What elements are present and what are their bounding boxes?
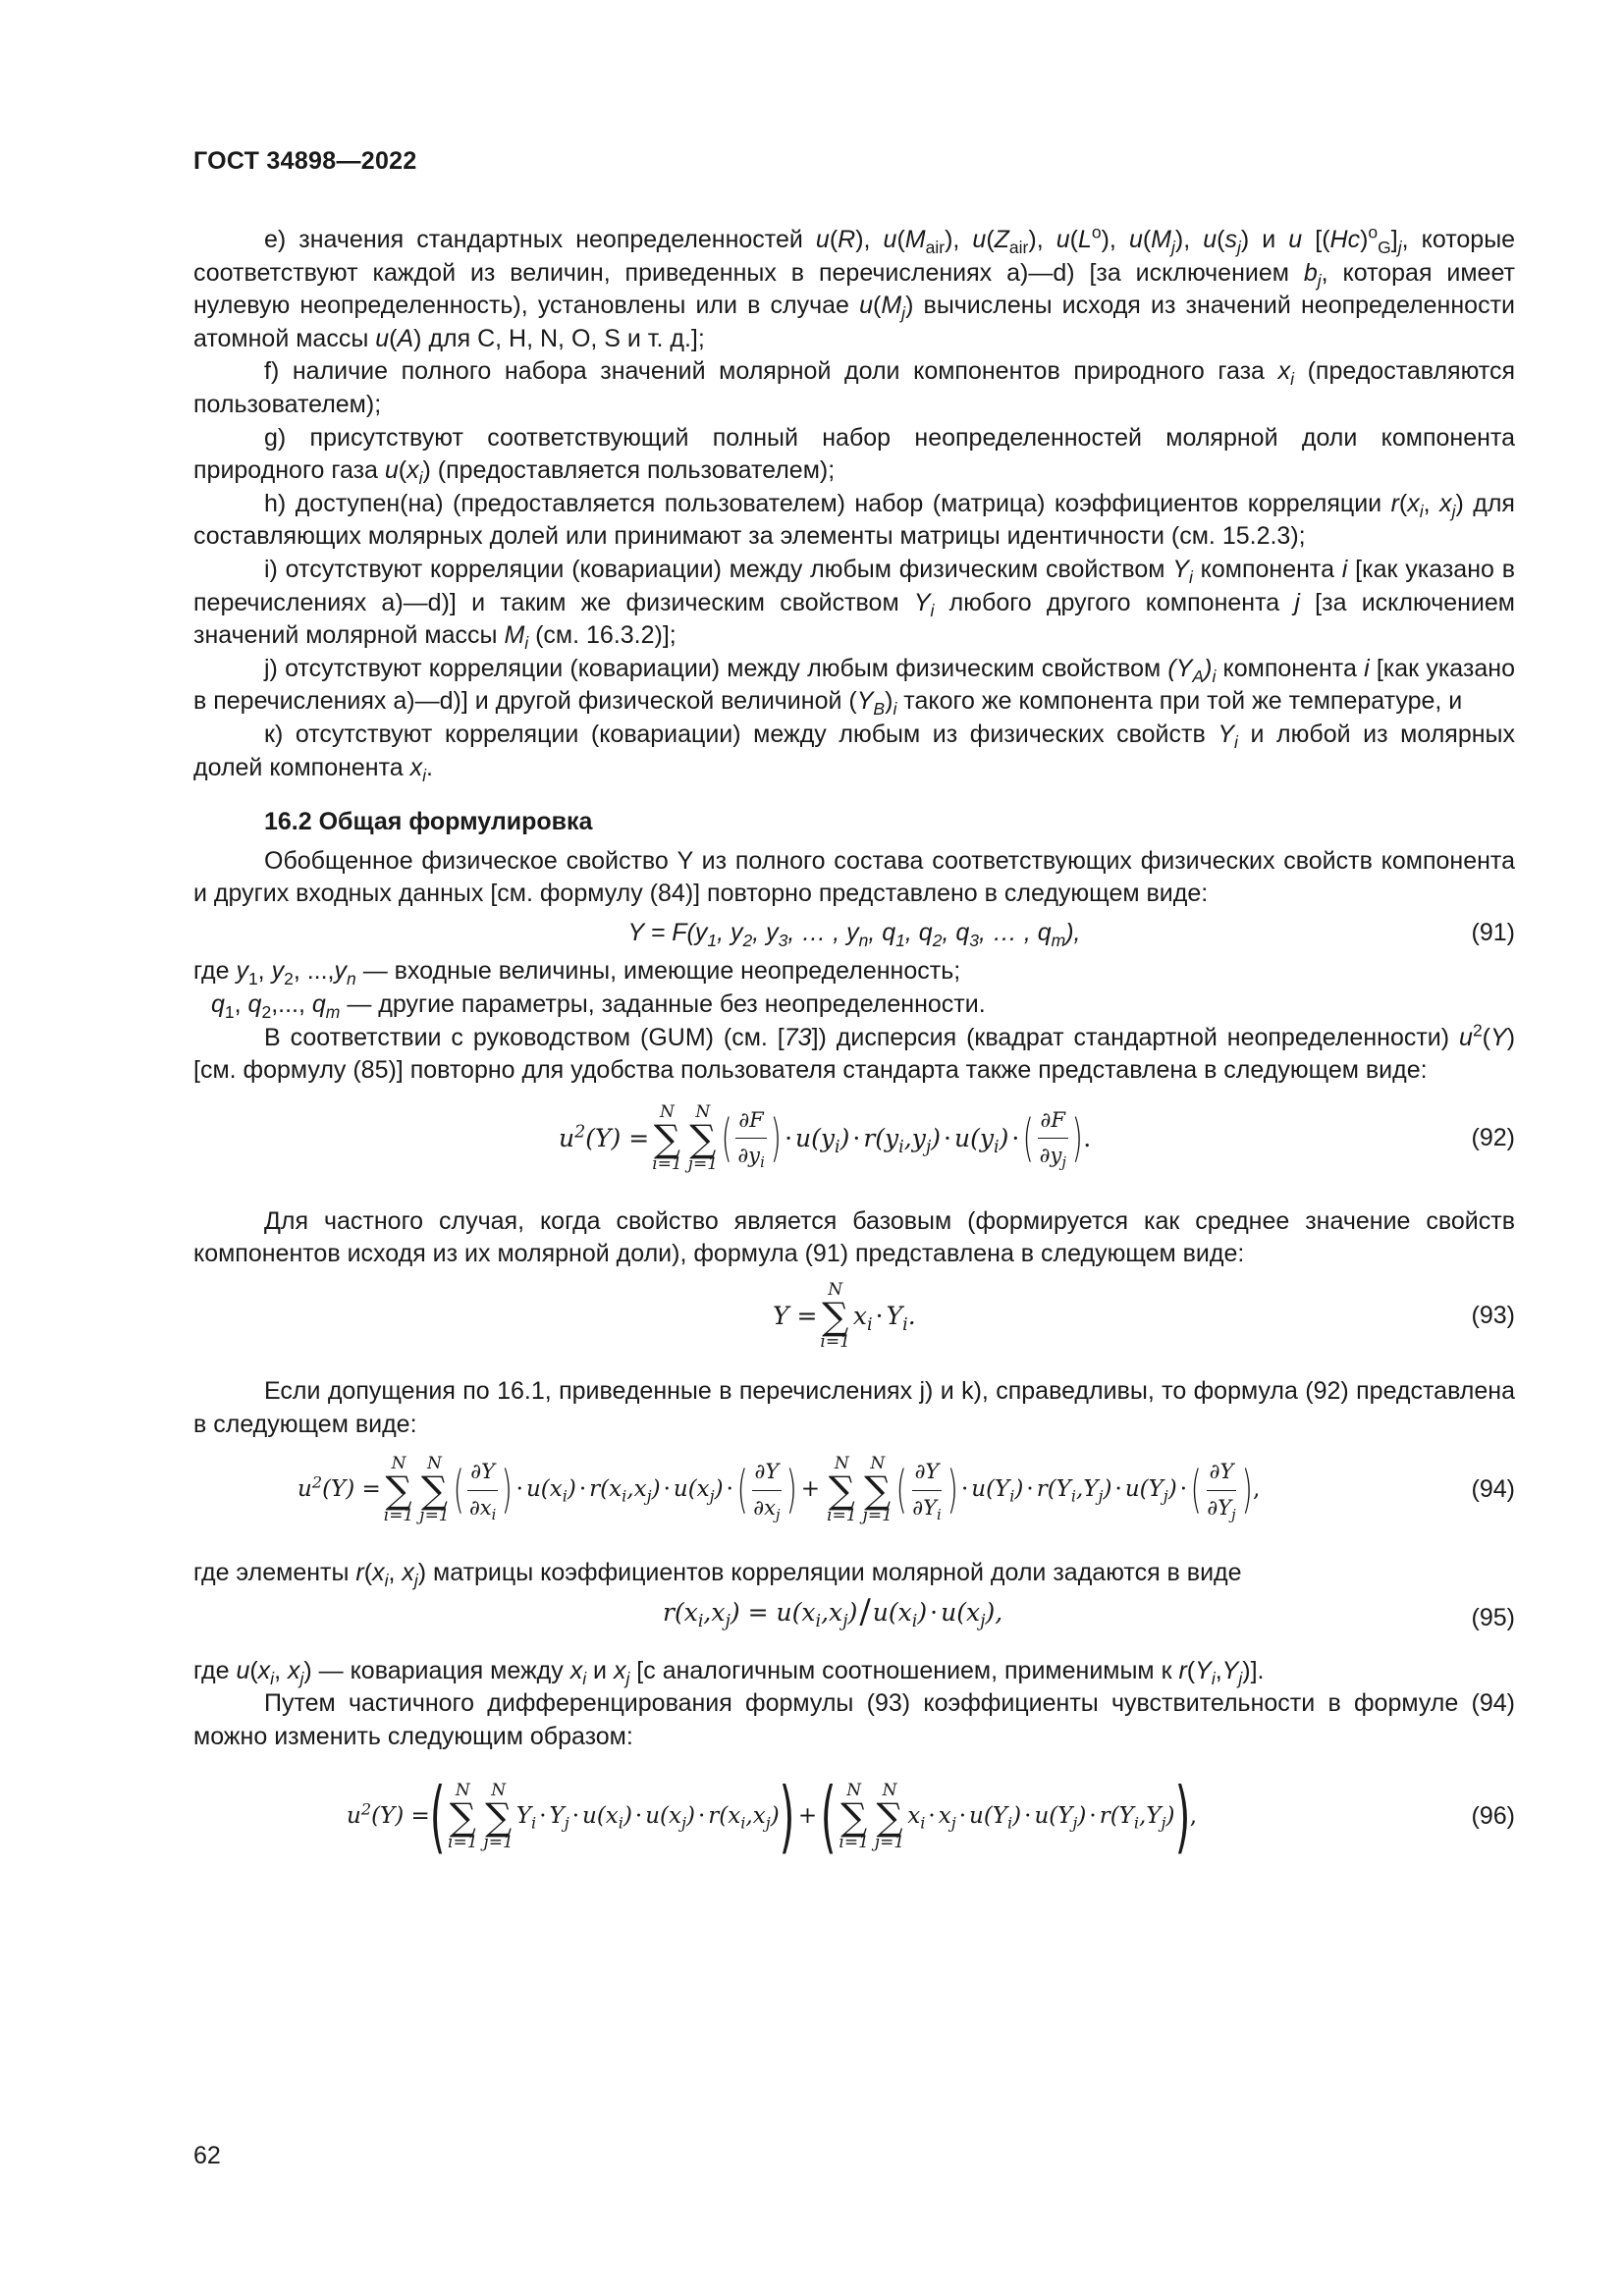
gum-paragraph: В соответствии с руководством (GUM) (см. [73]) дисперсия (квадрат стандартной неопределенности) $u^2(Y)$ [см. формулу (85)] повторно для удобства пользователя стандарта также представлена в следующем виде:	[193, 1020, 1516, 1085]
equation-number: (95)	[1471, 1604, 1515, 1632]
equation-number: (94)	[1471, 1475, 1515, 1504]
equation-91: $Y = F(y_1$, $y_2$, $y_3$, … , $y_n$, $q_1$, $q_2$, $q_3$, … , $q_m$), (91)	[627, 918, 1515, 950]
equation-92: $u^2(Y)$ = N ∑ i=1 N ∑ j=1 ( $\frac{\partial F}{\partial y_i}$ ) · $u(y_i)$ · $r(y_i,y_j)$ · $u(y_i)$ · ( $\frac{\partial F}{\partial y_j}$ ) . (92)	[559, 1101, 1515, 1174]
equation-number: (96)	[1471, 1801, 1515, 1830]
page-body	[193, 224, 1515, 1872]
differentiation-paragraph: Путем частичного дифференцирования формулы (93) коэффициенты чувствительности в формуле (94) можно изменить следующим образом:	[193, 1689, 1515, 1750]
equation-number: (91)	[1471, 918, 1515, 946]
special-case-paragraph: Для частного случая, когда свойство является базовым (формируется как среднее значение свойств компонентов исходя из их молярной доли), формула (91) представлена в следующем виде:	[193, 1206, 1515, 1268]
equation-95: $r(x_i,x_j) = u(x_i,x_j)$ / $u(x_i)$ · $u(x_j)$, (95)	[193, 1590, 1515, 1647]
list-item-g: g) присутствуют соответствующий полный набор неопределенностей молярной доли компонента природного газа $u(x_i)$ (предоставляется пользователем);	[193, 423, 1515, 489]
list-item-h: h) доступен(на) (предоставляется пользователем) набор (матрица) коэффициентов корреляции $r(x_i$, $x_j$) для составляющих молярных долей или принимают за элементы матрицы идентичности (см. 15.2.3);	[193, 489, 1515, 551]
list-item-f: f) наличие полного набора значений молярной доли компонентов природного газа $x_i$ (предоставляются пользователем);	[193, 357, 1516, 418]
list-item-j: j) отсутствуют корреляции (ковариации) между любым физическим свойством $(Y_A)_i$ компонента i [как указано в перечислениях а)—d)] и другой физической величиной $(Y_B)_i$ такого же компонента при той же температуре, и	[193, 654, 1516, 720]
assumption-paragraph: Если допущения по 16.1, приведенные в перечислениях j) и k), справедливы, то формула (92) представлена в следующем виде:	[193, 1377, 1515, 1438]
covariance-paragraph: где $u(x_i$, $x_j$) — ковариация между $x_i$ и $x_j$ [с аналогичным соотношением, применимым к $r(Y_i,Y_j)$].	[193, 1656, 1265, 1688]
list-item-i: i) отсутствуют корреляции (ковариации) между любым физическим свойством $Y_i$ компонента i [как указано в перечислениях а)—d)] и таким же физическим свойством $Y_i$ любого другого компонента j [за исключением значений молярной массы $M_i$ (см. 16.3.2)];	[193, 555, 1515, 654]
where-list-2: $q_1$, $q_2$,..., $q_m$ — другие параметры, заданные без неопределенности.	[211, 990, 986, 1023]
list-item-k: к) отсутствуют корреляции (ковариации) между любым из физических свойств $Y_i$ и любой из молярных долей компонента $x_i$.	[193, 720, 1516, 785]
equation-number: (93)	[1471, 1302, 1515, 1330]
correlation-elements-paragraph: где элементы $r(x_i$, $x_j$) матрицы коэффициентов корреляции молярной доли задаются в виде	[193, 1559, 1242, 1591]
equation-96: $u^2(Y)$ = ( N ∑ i=1 N ∑ j=1 $Y_i$ · $Y_j$ · $u(x_i)$ · $u(x_j)$ · $r(x_i,x_j)$ ) + ( N ∑ i=1 N ∑ j=1 $x_i$ · $x_j$ · $u(Y_i)$ · $u(Y_j)$ · $r(Y_i,Y_j)$ ) , (96)	[347, 1770, 1515, 1862]
section-heading: 16.2 Общая формулировка	[264, 808, 593, 836]
equation-number: (92)	[1471, 1124, 1515, 1152]
list-item-e: e) значения стандартных неопределенностей u(R), $u(M_{air})$, $u(Z_{air})$, $u(L^o)$, $u(M_j)$, $u(s_j)$ и u $[(Hc)^o_G]_j$, которые соответствуют каждой из величин, приведенных в перечислениях а)—d) [за исключением $b_j$, которая имеет нулевую неопределенность), установлены или в случае $u(M_j)$ вычислены исходя из значений неопределенности атомной массы u(A) для C, H, N, O, S и т. д.];	[193, 222, 1516, 352]
intro-paragraph: Обобщенное физическое свойство Y из полного состава соответствующих физических свойств компонента и других входных данных [см. формулу (84)] повторно представлено в следующем виде:	[193, 846, 1515, 908]
equation-93: Y = N ∑ i=1 $x_i$ · $Y_i$. (93)	[773, 1279, 1515, 1353]
page-number: 62	[193, 2142, 221, 2169]
equation-94: $u^2(Y)$ = N ∑ i=1 N ∑ j=1 ( $\frac{\partial Y}{\partial x_i}$ ) · $u(x_i)$ · $r(x_i,x_j)$ · $u(x_j)$ · ( $\frac{\partial Y}{\partial x_j}$ ) + N ∑ i=1 N ∑ j=1 ( $\frac{\partial Y}{\partial Y_i}$ ) · $u(Y_i)$ · $r(Y_i,Y_j)$ · $u(Y_j)$ · ( $\frac{\partial Y}{\partial Y_j}$ ) , (94)	[298, 1454, 1515, 1526]
document-header: ГОСТ 34898—2022	[193, 147, 417, 175]
where-list-1: где $y_1$, $y_2$, $...,y_n$ — входные величины, имеющие неопределенность;	[193, 957, 961, 989]
